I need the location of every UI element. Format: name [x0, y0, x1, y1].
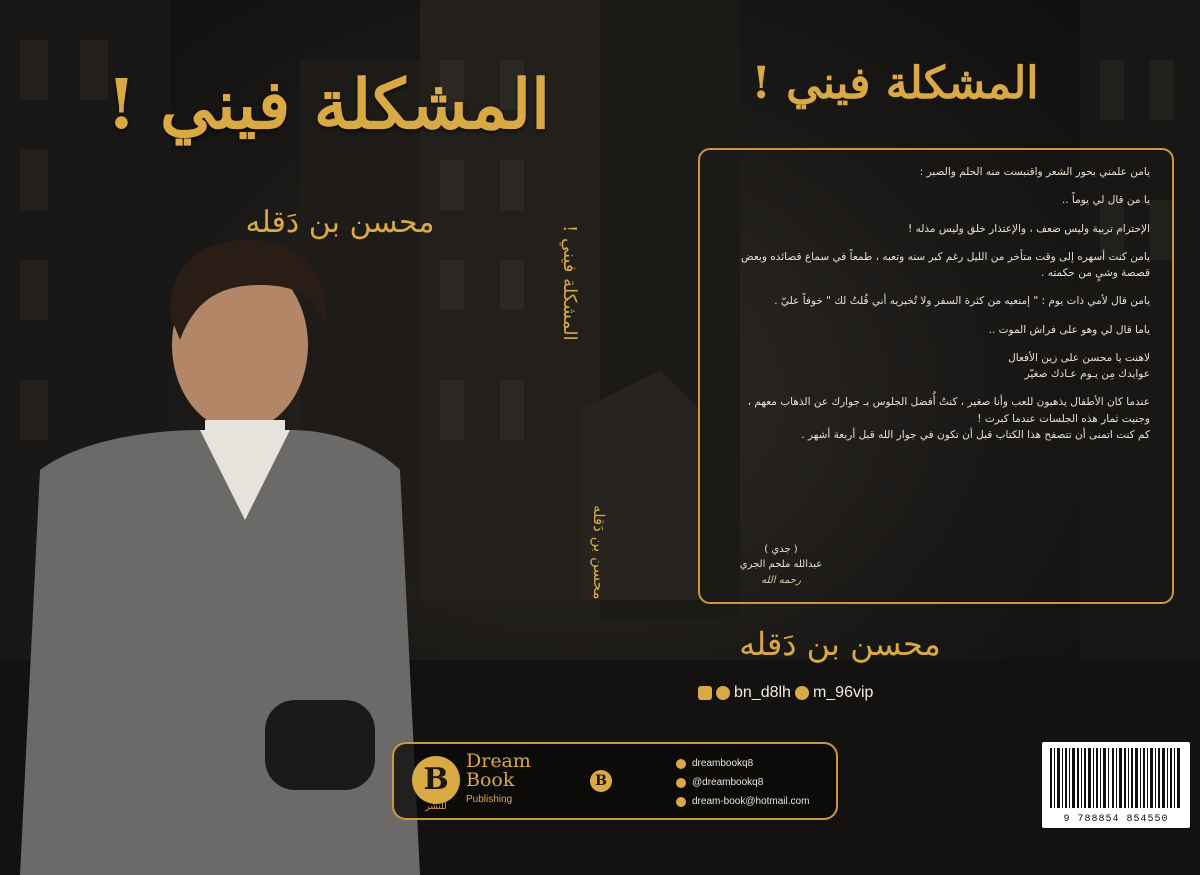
- front-cover-title: المشكلة فيني !: [106, 65, 550, 145]
- publisher-name-line1: Dream: [466, 750, 531, 772]
- contact-twitter: @dreambookq8: [692, 777, 764, 788]
- publisher-bar: [392, 742, 838, 820]
- signature-prayer: رحمه الله: [761, 574, 801, 586]
- publisher-contacts: [676, 754, 809, 811]
- dedication-paragraph: عندما كان الأطفال يذهبون للعب وأنا صغير ، كنتُ أُفضل الجلوس بـ جوارك عن الذهاب معهم ، وجنيت ثمار هذه الجلسات عندما كبرت ! كم كنت اتمنى أن تتصفح هذا الكتاب قبل أن تكون في جوار الله قبل أربعة أشهر .: [747, 396, 1150, 441]
- social-handle-1: bn_d8lh: [734, 684, 791, 701]
- email-icon: [676, 797, 686, 807]
- dedication-paragraph: الإحترام تربية وليس ضعف ، والإعتذار خلق وليس مذله !: [908, 222, 1150, 235]
- publisher-name: [466, 752, 531, 790]
- snapchat-icon: [795, 686, 809, 700]
- front-cover-author: محسن بن دَقله: [245, 205, 435, 240]
- signature-name: عبدالله ملحم الجري: [739, 559, 823, 570]
- signature-relation: ( جدي ): [764, 543, 798, 555]
- barcode-bars: [1048, 748, 1184, 808]
- dedication-paragraph: ياما قال لي وهو على فراش الموت ..: [988, 323, 1150, 336]
- social-handle-2: m_96vip: [812, 684, 874, 701]
- contact-row: [676, 754, 809, 773]
- snapchat-icon: [676, 759, 686, 769]
- isbn-barcode: [1042, 742, 1190, 828]
- contact-snapchat: dreambookq8: [692, 758, 754, 769]
- social-handles: [698, 684, 873, 702]
- publisher-logo: B: [412, 756, 460, 804]
- dedication-paragraph: يامن كنت أسهره إلى وقت متأخر من الليل رغم كبر سنه وتعبه ، طمعاً في سماع قصائده وبعض قصصة وشيٍ من حكمته .: [740, 250, 1150, 280]
- publisher-name-line2: Book: [466, 769, 515, 791]
- back-cover-author: محسن بن دَقله: [739, 625, 941, 663]
- spine-title: المشكلة فيني !: [559, 225, 580, 341]
- dedication-paragraph: يامن علمني بحور الشعر واقتبست منه الحلم والصبر :: [919, 166, 1150, 178]
- spine-author: محسن بن دَقله: [590, 505, 608, 600]
- dedication-paragraph: يامن قال لأمي ذات يوم : " إمنعيه من كثرة السفر ولا تُخبريه أني قُلتُ لك " خوفاً عليّ .: [774, 295, 1150, 308]
- publisher-arabic: للنشر: [425, 802, 447, 812]
- dedication-poem: لاهنت يا محسن على زين الأفعال عوايدك مِن يـوم عـادك صغيّر: [1008, 351, 1150, 381]
- publisher-logo-small: B: [590, 770, 612, 792]
- signature-block: [726, 542, 836, 589]
- back-cover-title: المشكلة فيني !: [751, 58, 1039, 109]
- contact-row: [676, 792, 809, 811]
- contact-row: [676, 773, 809, 792]
- twitter-icon: [716, 686, 730, 700]
- twitter-icon: [676, 778, 686, 788]
- isbn-number: 9 788854 854550: [1063, 814, 1169, 825]
- dedication-box: [698, 148, 1174, 604]
- dedication-paragraph: يا من قال لي يوماً ..: [1061, 194, 1150, 207]
- publisher-subtitle: Publishing: [466, 794, 513, 805]
- contact-email: dream-book@hotmail.com: [692, 796, 810, 807]
- instagram-icon: [698, 686, 712, 700]
